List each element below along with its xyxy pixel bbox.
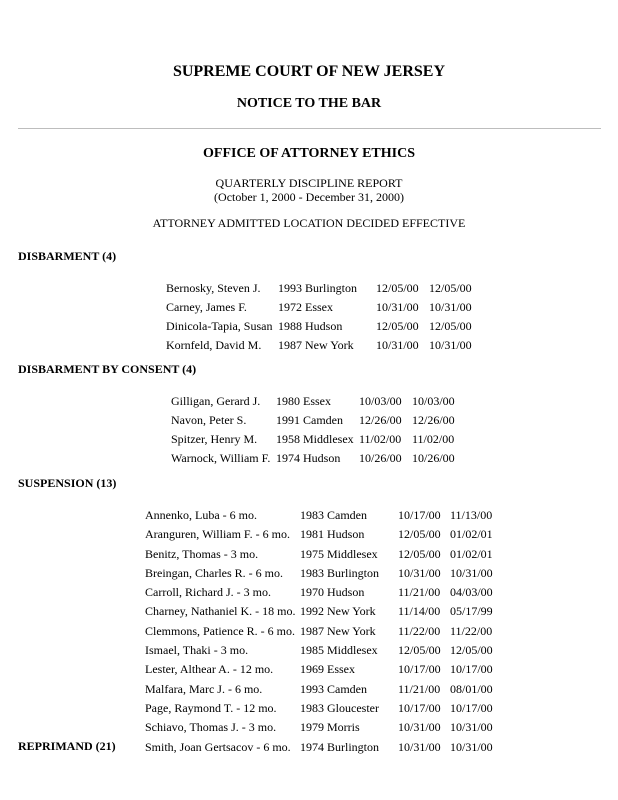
table-row [171,392,455,411]
effective-date: 10/31/00 [450,739,493,754]
admitted-year: 1958 [276,432,300,446]
admitted-year: 1988 [278,319,302,333]
location: Hudson [327,527,365,542]
admitted-year: 1985 [300,643,324,658]
location: Burlington [327,739,380,754]
section-title-disbarment: DISBARMENT (4) [18,249,117,263]
admitted-year: 1993 [300,681,324,696]
location: Hudson [305,319,343,333]
location: Camden [327,681,367,696]
table-row [145,602,493,621]
location: Camden [327,508,367,522]
effective-date: 08/01/00 [450,681,493,696]
location: Middlesex [327,643,378,658]
effective-date: 11/22/00 [450,623,493,638]
location: New York [327,623,376,638]
table-row [145,622,493,641]
admitted-year: 1987 [300,623,324,638]
location: New York [305,338,354,352]
disbarment-list [166,279,472,355]
attorney-name: Lester, Althear A. - 12 mo. [145,662,274,677]
admitted-year: 1981 [300,527,324,542]
effective-date: 12/05/00 [429,281,472,295]
location: New York [327,604,376,619]
attorney-name: Clemmons, Patience R. - 6 mo. [145,623,295,638]
location: Morris [327,720,360,735]
table-row [145,583,493,602]
attorney-name: Carroll, Richard J. - 3 mo. [145,585,271,600]
attorney-name: Gilligan, Gerard J. [171,394,261,408]
decided-date: 10/17/00 [398,508,441,522]
attorney-name: Ismael, Thaki - 3 mo. [145,643,249,658]
table-row [145,506,493,525]
admitted-year: 1980 [276,394,300,408]
admitted-year: 1974 [300,739,324,754]
location: Essex [303,394,331,408]
location: Middlesex [327,546,378,561]
decided-date: 10/03/00 [359,394,402,408]
office-title: OFFICE OF ATTORNEY ETHICS [203,146,415,161]
attorney-name: Kornfeld, David M. [166,338,262,352]
effective-date: 05/17/99 [450,604,493,619]
effective-date: 10/31/00 [450,720,493,735]
location: Hudson [327,585,365,600]
table-row [166,317,472,336]
attorney-name: Annenko, Luba - 6 mo. [145,508,257,522]
table-row [171,430,455,449]
decided-date: 10/31/00 [398,720,441,735]
admitted-year: 1974 [276,451,300,465]
effective-date: 10/31/00 [450,565,493,580]
decided-date: 10/26/00 [359,451,402,465]
effective-date: 11/02/00 [412,432,455,446]
table-row [145,680,493,699]
attorney-name: Spitzer, Henry M. [171,432,258,446]
disbarment-consent-list [171,392,455,468]
location: Hudson [303,451,341,465]
table-row [145,564,493,583]
table-row [145,641,493,660]
attorney-name: Schiavo, Thomas J. - 3 mo. [145,720,277,735]
table-row [145,525,493,544]
decided-date: 12/05/00 [398,643,441,658]
notice-title: NOTICE TO THE BAR [236,96,382,111]
divider [18,128,601,129]
effective-date: 10/31/00 [429,338,472,352]
effective-date: 01/02/01 [450,527,493,542]
decided-date: 12/05/00 [376,281,419,295]
location: Burlington [327,565,380,580]
admitted-year: 1972 [278,300,302,314]
admitted-year: 1983 [300,700,324,715]
effective-date: 10/17/00 [450,700,493,715]
admitted-year: 1991 [276,413,300,427]
section-title-reprimand: REPRIMAND (21) [18,739,116,753]
decided-date: 10/31/00 [398,565,441,580]
table-row [145,699,493,718]
table-row [171,411,455,430]
table-row [145,718,493,737]
decided-date: 12/05/00 [398,527,441,542]
admitted-year: 1993 [278,281,302,295]
location: Essex [327,662,355,677]
court-title: SUPREME COURT OF NEW JERSEY [172,63,446,80]
attorney-name: Smith, Joan Gertsacov - 6 mo. [145,739,291,754]
report-period: (October 1, 2000 - December 31, 2000) [214,190,404,204]
effective-date: 11/13/00 [450,508,493,522]
effective-date: 12/26/00 [412,413,455,427]
effective-date: 04/03/00 [450,585,493,600]
effective-date: 12/05/00 [429,319,472,333]
admitted-year: 1987 [278,338,302,352]
decided-date: 10/17/00 [398,700,441,715]
attorney-name: Breingan, Charles R. - 6 mo. [145,565,283,580]
attorney-name: Charney, Nathaniel K. - 18 mo. [145,604,296,619]
suspension-list [145,506,493,757]
column-headers: ATTORNEY ADMITTED LOCATION DECIDED EFFECTIVE [152,216,466,230]
location: Gloucester [327,700,379,715]
attorney-name: Aranguren, William F. - 6 mo. [145,527,290,542]
location: Burlington [305,281,358,295]
admitted-year: 1975 [300,546,324,561]
table-row [145,738,493,757]
effective-date: 10/31/00 [429,300,472,314]
admitted-year: 1979 [300,720,324,735]
attorney-name: Benitz, Thomas - 3 mo. [145,546,259,561]
effective-date: 10/26/00 [412,451,455,465]
location: Essex [305,300,333,314]
decided-date: 10/31/00 [376,338,419,352]
attorney-name: Navon, Peter S. [171,413,247,427]
admitted-year: 1983 [300,508,324,522]
attorney-name: Warnock, William F. [171,451,271,465]
location: Camden [303,413,343,427]
table-row [166,298,472,317]
table-row [145,660,493,679]
admitted-year: 1970 [300,585,324,600]
admitted-year: 1992 [300,604,324,619]
decided-date: 11/21/00 [398,585,441,600]
admitted-year: 1969 [300,662,324,677]
location: Middlesex [303,432,354,446]
decided-date: 12/26/00 [359,413,402,427]
admitted-year: 1983 [300,565,324,580]
decided-date: 11/14/00 [398,604,441,619]
decided-date: 10/31/00 [376,300,419,314]
effective-date: 12/05/00 [450,643,493,658]
attorney-name: Dinicola-Tapia, Susan [166,319,273,333]
decided-date: 11/22/00 [398,623,441,638]
decided-date: 10/17/00 [398,662,441,677]
decided-date: 11/21/00 [398,681,441,696]
effective-date: 01/02/01 [450,546,493,561]
section-title-suspension: SUSPENSION (13) [18,476,117,490]
attorney-name: Carney, James F. [166,300,247,314]
table-row [145,545,493,564]
effective-date: 10/03/00 [412,394,455,408]
table-row [171,449,455,468]
attorney-name: Bernosky, Steven J. [166,281,261,295]
section-title-disbarment-consent: DISBARMENT BY CONSENT (4) [18,362,197,376]
table-row [166,279,472,298]
decided-date: 12/05/00 [376,319,419,333]
decided-date: 12/05/00 [398,546,441,561]
decided-date: 10/31/00 [398,739,441,754]
report-title: QUARTERLY DISCIPLINE REPORT [215,176,403,190]
table-row [166,336,472,355]
attorney-name: Page, Raymond T. - 12 mo. [145,700,277,715]
decided-date: 11/02/00 [359,432,402,446]
effective-date: 10/17/00 [450,662,493,677]
attorney-name: Malfara, Marc J. - 6 mo. [145,681,263,696]
